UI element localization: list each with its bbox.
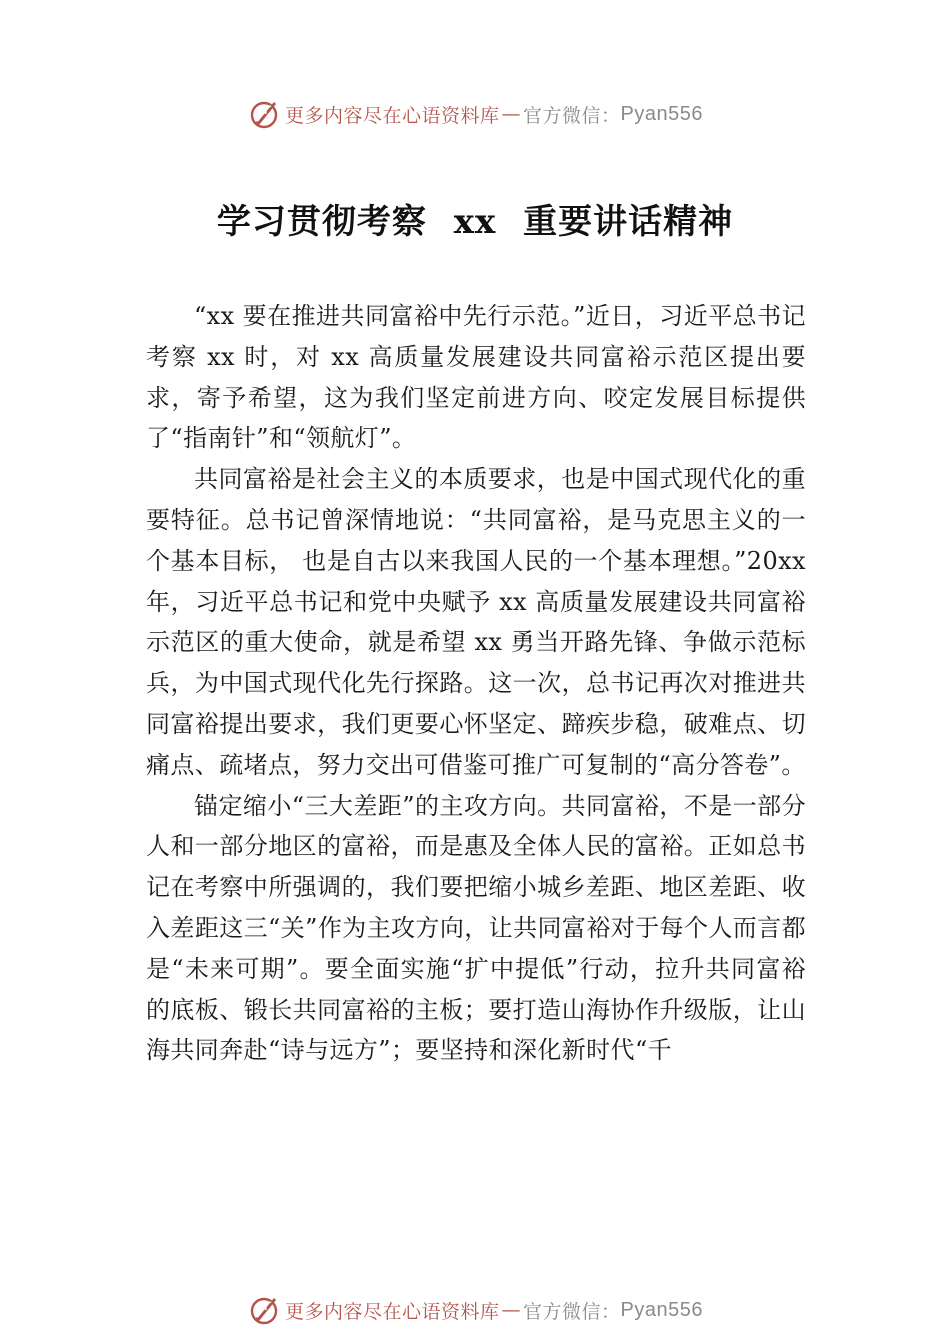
footer-watermark <box>0 1290 950 1330</box>
header-watermark <box>0 94 950 134</box>
watermark-brand: 更多内容尽在心语资料库 <box>285 1300 500 1323</box>
watermark-separator: — <box>501 103 522 125</box>
watermark-text <box>285 101 703 128</box>
body-paragraph: “xx 要在推进共同富裕中先行示范。”近日，习近平总书记考察 xx 时，对 xx 高质量发展建设共同富裕示范区提出要求，寄予希望，这为我们坚定前进方向、咬定发展目标提供了“指南针”和“领航灯”。 <box>146 302 806 453</box>
watermark-separator: — <box>501 1299 522 1321</box>
watermark-brand: 更多内容尽在心语资料库 <box>285 104 500 127</box>
quill-pen-logo-icon <box>247 1293 281 1327</box>
document-body <box>146 296 806 1071</box>
watermark-text <box>285 1297 703 1324</box>
quill-pen-logo-icon <box>247 97 281 131</box>
body-paragraph: 锚定缩小“三大差距”的主攻方向。共同富裕，不是一部分人和一部分地区的富裕，而是惠及全体人民的富裕。正如总书记在考察中所强调的，我们要把缩小城乡差距、地区差距、收入差距这三“关”作为主攻方向，让共同富裕对于每个人而言都是“未来可期”。要全面实施“扩中提低”行动，拉升共同富裕的底板、锻长共同富裕的主板；要打造山海协作升级版，让山海共同奔赴“诗与远方”；要坚持和深化新时代“千 <box>146 791 806 1065</box>
watermark-contact-label: 官方微信： <box>523 104 621 127</box>
watermark-contact-id: Pyan556 <box>620 1298 703 1321</box>
watermark-contact-id: Pyan556 <box>620 102 703 125</box>
watermark-contact-label: 官方微信： <box>523 1300 621 1323</box>
document-title: 学习贯彻考察 xx 重要讲话精神 <box>216 202 734 242</box>
body-paragraph: 共同富裕是社会主义的本质要求，也是中国式现代化的重要特征。总书记曾深情地说：“共同富裕，是马克思主义的一个基本目标， 也是自古以来我国人民的一个基本理想。”20xx 年，习近平总书记和党中央赋予 xx 高质量发展建设共同富裕示范区的重大使命，就是希望 xx 勇当开路先锋、争做示范标兵，为中国式现代化先行探路。这一次，总书记再次对推进共同富裕提出要求，我们更要心怀坚定、蹄疾步稳，破难点、切痛点、疏堵点，努力交出可借鉴可推广可复制的“高分答卷”。 <box>146 465 806 779</box>
